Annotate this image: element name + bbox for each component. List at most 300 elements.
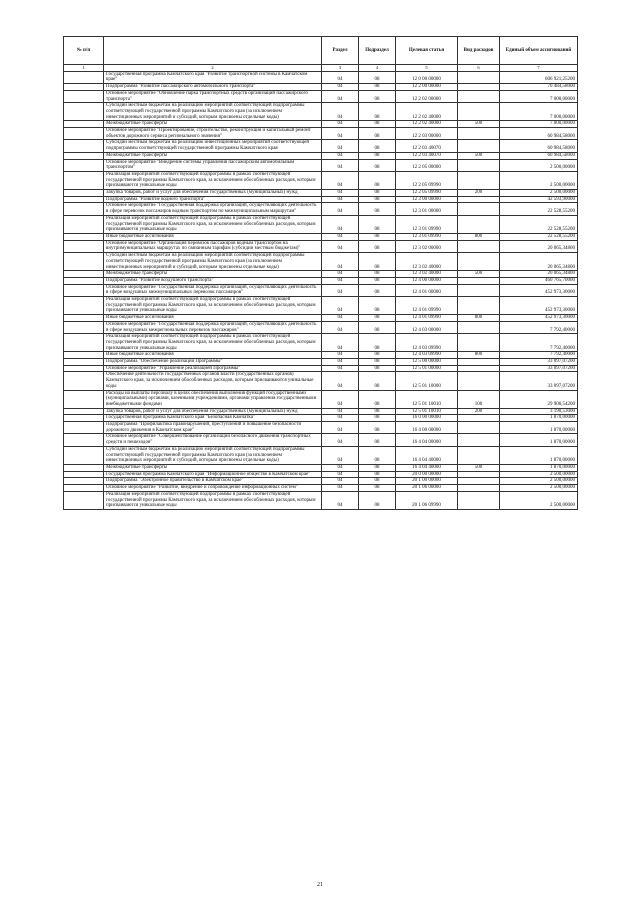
description-cell: Основное мероприятие "Государственная поддержка организаций, осуществляющих деятельность в сфере воздушных межрегиональных перевозок пассажиров" xyxy=(104,321,322,333)
row-index-cell xyxy=(64,485,104,492)
target-article-cell: 12 3 02 40000 xyxy=(396,271,458,278)
expense-type-cell: 800 xyxy=(458,233,500,240)
section-cell: 04 xyxy=(322,121,359,128)
subsection-cell: 08 xyxy=(359,352,396,359)
amount-cell: 1 870,00000 xyxy=(500,434,578,446)
row-index-cell xyxy=(64,277,104,284)
expense-type-cell xyxy=(458,478,500,485)
amount-cell: 2 500,00000 xyxy=(500,171,578,189)
description-cell: Основное мероприятие "Государственная поддержка организаций, осуществляющих деятельность в сфере воздушных межмуниципальных перевозок пассажиров" xyxy=(104,284,322,296)
table-row xyxy=(64,196,578,203)
target-article-cell: 16 0 00 00000 xyxy=(396,415,458,422)
subsection-cell: 08 xyxy=(359,240,396,252)
row-index-cell xyxy=(64,253,104,271)
column-header-target-article: Целевая статья xyxy=(396,37,458,65)
subsection-cell: 08 xyxy=(359,253,396,271)
row-index-cell xyxy=(64,471,104,478)
row-index-cell xyxy=(64,84,104,91)
subsection-cell: 08 xyxy=(359,159,396,171)
column-number: 7 xyxy=(500,65,578,72)
description-cell: Субсидии местным бюджетам на реализацию мероприятий соответствующей подпрограммы соответствующей государственной программы Камчатского края (за исключением инвестиционных мероприятий и субсидий, которым присвоены отдельные коды) xyxy=(104,253,322,271)
description-cell: Подпрограмма "Профилактика правонарушений, преступлений и повышение безопасности дорожного движения в Камчатском крае" xyxy=(104,422,322,434)
section-cell: 04 xyxy=(322,159,359,171)
expense-type-cell xyxy=(458,140,500,152)
subsection-cell: 08 xyxy=(359,359,396,366)
amount-cell: 20 065,34800 xyxy=(500,240,578,252)
row-index-cell xyxy=(64,233,104,240)
subsection-cell: 08 xyxy=(359,390,396,408)
column-number: 4 xyxy=(359,65,396,72)
table-row xyxy=(64,365,578,372)
amount-cell: 452 973,30000 xyxy=(500,297,578,315)
target-article-cell: 12 5 01 10010 xyxy=(396,390,458,408)
row-index-cell xyxy=(64,271,104,278)
row-index-cell xyxy=(64,359,104,366)
table-row xyxy=(64,359,578,366)
amount-cell: 7 000,00000 xyxy=(500,90,578,102)
amount-cell: 2 500,00000 xyxy=(500,491,578,509)
section-cell: 04 xyxy=(322,390,359,408)
subsection-cell: 08 xyxy=(359,103,396,121)
table-row xyxy=(64,485,578,492)
table-row xyxy=(64,140,578,152)
subsection-cell: 08 xyxy=(359,140,396,152)
expense-type-cell xyxy=(458,284,500,296)
table-row xyxy=(64,253,578,271)
table-row xyxy=(64,233,578,240)
target-article-cell: 12 5 01 10000 xyxy=(396,372,458,390)
table-header-row xyxy=(64,37,578,65)
amount-cell: 1 870,00000 xyxy=(500,415,578,422)
target-article-cell: 12 2 00 00000 xyxy=(396,84,458,91)
section-cell: 04 xyxy=(322,128,359,140)
subsection-cell: 08 xyxy=(359,121,396,128)
section-cell: 04 xyxy=(322,434,359,446)
section-cell: 04 xyxy=(322,321,359,333)
expense-type-cell xyxy=(458,277,500,284)
table-row xyxy=(64,215,578,233)
target-article-cell: 20 1 06 00000 xyxy=(396,485,458,492)
subsection-cell: 08 xyxy=(359,485,396,492)
table-row xyxy=(64,315,578,322)
column-header-expense-type: Вид расходов xyxy=(458,37,500,65)
target-article-cell: 12 4 01 09990 xyxy=(396,297,458,315)
subsection-cell: 08 xyxy=(359,171,396,189)
target-article-cell: 20 1 00 00000 xyxy=(396,478,458,485)
description-cell: Подпрограмма "Развитие воздушного транспорта" xyxy=(104,277,322,284)
amount-cell: 2 500,00000 xyxy=(500,471,578,478)
expense-type-cell xyxy=(458,334,500,352)
target-article-cell: 16 4 04 00000 xyxy=(396,434,458,446)
section-cell: 04 xyxy=(322,84,359,91)
column-number: 6 xyxy=(458,65,500,72)
expense-type-cell xyxy=(458,128,500,140)
expense-type-cell xyxy=(458,84,500,91)
description-cell: Иные бюджетные ассигнования xyxy=(104,352,322,359)
amount-cell: 606 921,25200 xyxy=(500,71,578,83)
table-row xyxy=(64,297,578,315)
expense-type-cell: 100 xyxy=(458,390,500,408)
table-row xyxy=(64,478,578,485)
description-cell: Реализация мероприятий соответствующей подпрограммы в рамках соответствующей государственной программы Камчатского края, за исключением обособленных расходов, которым присваиваются уникальные коды xyxy=(104,334,322,352)
subsection-cell: 08 xyxy=(359,321,396,333)
target-article-cell: 12 3 02 40000 xyxy=(396,253,458,271)
table-row xyxy=(64,190,578,197)
section-cell: 04 xyxy=(322,271,359,278)
expense-type-cell xyxy=(458,365,500,372)
row-index-cell xyxy=(64,315,104,322)
section-cell: 04 xyxy=(322,277,359,284)
amount-cell: 1 870,00000 xyxy=(500,422,578,434)
amount-cell: 7 792,40000 xyxy=(500,334,578,352)
amount-cell: 20 065,34800 xyxy=(500,253,578,271)
section-cell: 04 xyxy=(322,90,359,102)
subsection-cell: 08 xyxy=(359,491,396,509)
amount-cell: 60 984,58000 xyxy=(500,152,578,159)
row-index-cell xyxy=(64,196,104,203)
target-article-cell: 12 2 05 00000 xyxy=(396,159,458,171)
target-article-cell: 12 4 01 09990 xyxy=(396,315,458,322)
expense-type-cell: 200 xyxy=(458,190,500,197)
amount-cell: 22 528,55200 xyxy=(500,203,578,215)
subsection-cell: 08 xyxy=(359,471,396,478)
description-cell: Межбюджетные трансферты xyxy=(104,152,322,159)
description-cell: Подпрограмма "Развитие пассажирского автомобильного транспорта" xyxy=(104,84,322,91)
table-row xyxy=(64,284,578,296)
expense-type-cell xyxy=(458,471,500,478)
section-cell: 04 xyxy=(322,408,359,415)
column-header-section: Раздел xyxy=(322,37,359,65)
section-cell: 04 xyxy=(322,103,359,121)
subsection-cell: 08 xyxy=(359,84,396,91)
row-index-cell xyxy=(64,491,104,509)
column-number: 5 xyxy=(396,65,458,72)
description-cell: Закупка товаров, работ и услуг для обеспечения государственных (муниципальных) нужд xyxy=(104,408,322,415)
subsection-cell: 08 xyxy=(359,415,396,422)
expense-type-cell xyxy=(458,240,500,252)
amount-cell: 22 528,55200 xyxy=(500,215,578,233)
subsection-cell: 08 xyxy=(359,315,396,322)
target-article-cell: 12 3 00 00000 xyxy=(396,196,458,203)
description-cell: Основное мероприятие "Внедрение системы управления пассажирским автомобильным транспортом" xyxy=(104,159,322,171)
row-index-cell xyxy=(64,171,104,189)
description-cell: Реализация мероприятий соответствующей подпрограммы в рамках соответствующей государственной программы Камчатского края, за исключением обособленных расходов, которым присваиваются уникальные коды xyxy=(104,215,322,233)
table-row xyxy=(64,415,578,422)
section-cell: 04 xyxy=(322,253,359,271)
target-article-cell: 16 4 04 40000 xyxy=(396,446,458,464)
section-cell: 04 xyxy=(322,152,359,159)
expense-type-cell xyxy=(458,203,500,215)
description-cell: Межбюджетные трансферты xyxy=(104,271,322,278)
table-row xyxy=(64,90,578,102)
subsection-cell: 08 xyxy=(359,128,396,140)
table-row xyxy=(64,334,578,352)
table-row xyxy=(64,171,578,189)
section-cell: 04 xyxy=(322,233,359,240)
target-article-cell: 12 5 01 00000 xyxy=(396,365,458,372)
subsection-cell: 08 xyxy=(359,152,396,159)
amount-cell: 460 765,70000 xyxy=(500,277,578,284)
section-cell: 04 xyxy=(322,297,359,315)
column-header-amount: Единый объем ассигнований xyxy=(500,37,578,65)
subsection-cell: 08 xyxy=(359,408,396,415)
table-row xyxy=(64,422,578,434)
target-article-cell: 12 2 02 40000 xyxy=(396,121,458,128)
description-cell: Субсидии местным бюджетам на реализацию мероприятий соответствующей подпрограммы соответствующей государственной программы Камчатского края (за исключением инвестиционных мероприятий и субсидий, которым присвоены отдельные коды) xyxy=(104,446,322,464)
expense-type-cell xyxy=(458,422,500,434)
row-index-cell xyxy=(64,446,104,464)
amount-cell: 22 528,55200 xyxy=(500,233,578,240)
table-row xyxy=(64,471,578,478)
target-article-cell: 20 1 06 09990 xyxy=(396,491,458,509)
description-cell: Закупка товаров, работ и услуг для обеспечения государственных (муниципальных) нужд xyxy=(104,190,322,197)
section-cell: 04 xyxy=(322,491,359,509)
subsection-cell: 08 xyxy=(359,284,396,296)
subsection-cell: 08 xyxy=(359,478,396,485)
amount-cell: 33 097,07200 xyxy=(500,359,578,366)
target-article-cell: 12 2 03 00000 xyxy=(396,128,458,140)
amount-cell: 7 000,00000 xyxy=(500,103,578,121)
column-number: 2 xyxy=(104,65,322,72)
table-row xyxy=(64,321,578,333)
row-index-cell xyxy=(64,152,104,159)
expense-type-cell: 800 xyxy=(458,352,500,359)
section-cell: 04 xyxy=(322,140,359,152)
description-cell: Государственная программа Камчатского края "Безопасная Камчатка" xyxy=(104,415,322,422)
budget-table xyxy=(63,36,578,510)
description-cell: Межбюджетные трансферты xyxy=(104,465,322,472)
row-index-cell xyxy=(64,240,104,252)
expense-type-cell: 500 xyxy=(458,121,500,128)
description-cell: Межбюджетные трансферты xyxy=(104,121,322,128)
row-index-cell xyxy=(64,71,104,83)
table-row xyxy=(64,152,578,159)
row-index-cell xyxy=(64,478,104,485)
amount-cell: 7 792,40000 xyxy=(500,352,578,359)
expense-type-cell xyxy=(458,71,500,83)
row-index-cell xyxy=(64,422,104,434)
table-body xyxy=(64,71,578,509)
target-article-cell: 12 0 00 00000 xyxy=(396,71,458,83)
target-article-cell: 12 3 01 09990 xyxy=(396,233,458,240)
section-cell: 04 xyxy=(322,71,359,83)
target-article-cell: 12 2 02 00000 xyxy=(396,90,458,102)
subsection-cell: 08 xyxy=(359,434,396,446)
table-row xyxy=(64,446,578,464)
subsection-cell: 08 xyxy=(359,190,396,197)
description-cell: Основное мероприятие "Развитие, внедрение и сопровождение информационных систем" xyxy=(104,485,322,492)
table-row xyxy=(64,352,578,359)
section-cell: 04 xyxy=(322,240,359,252)
amount-cell: 42 593,90000 xyxy=(500,196,578,203)
description-cell: Основное мероприятие "Совершенствование организации безопасного движения транспортных средств и пешеходов" xyxy=(104,434,322,446)
section-cell: 04 xyxy=(322,485,359,492)
target-article-cell: 12 3 01 09990 xyxy=(396,215,458,233)
expense-type-cell xyxy=(458,434,500,446)
amount-cell: 60 984,58000 xyxy=(500,140,578,152)
table-row xyxy=(64,84,578,91)
description-cell: Государственная программа Камчатского края "Развитие транспортной системы в Камчатском крае" xyxy=(104,71,322,83)
row-index-cell xyxy=(64,159,104,171)
expense-type-cell xyxy=(458,215,500,233)
row-index-cell xyxy=(64,190,104,197)
subsection-cell: 08 xyxy=(359,446,396,464)
amount-cell: 7 000,00000 xyxy=(500,121,578,128)
expense-type-cell: 200 xyxy=(458,408,500,415)
column-header-index: № п/п xyxy=(64,37,104,65)
section-cell: 04 xyxy=(322,196,359,203)
expense-type-cell: 800 xyxy=(458,315,500,322)
page-number: 21 xyxy=(317,882,323,888)
row-index-cell xyxy=(64,434,104,446)
table-row xyxy=(64,159,578,171)
target-article-cell: 12 2 05 09990 xyxy=(396,171,458,189)
section-cell: 04 xyxy=(322,203,359,215)
row-index-cell xyxy=(64,128,104,140)
row-index-cell xyxy=(64,284,104,296)
section-cell: 04 xyxy=(322,446,359,464)
row-index-cell xyxy=(64,90,104,102)
description-cell: Основное мероприятие "Обновление парка транспортных средств организаций пассажирского транспорта" xyxy=(104,90,322,102)
table-row xyxy=(64,121,578,128)
subsection-cell: 08 xyxy=(359,422,396,434)
expense-type-cell xyxy=(458,253,500,271)
table-row xyxy=(64,277,578,284)
expense-type-cell xyxy=(458,446,500,464)
description-cell: Реализация мероприятий соответствующей подпрограммы в рамках соответствующей государственной программы Камчатского края, за исключением обособленных расходов, которым присваиваются уникальные коды xyxy=(104,491,322,509)
table-row xyxy=(64,240,578,252)
target-article-cell: 12 2 03 40070 xyxy=(396,152,458,159)
row-index-cell xyxy=(64,103,104,121)
amount-cell: 29 906,54200 xyxy=(500,390,578,408)
description-cell: Субсидии местным бюджетам на реализацию мероприятий соответствующей подпрограммы соответствующей государственной программы Камчатского края (за исключением инвестиционных мероприятий и субсидий, которым присвоены отдельные коды) xyxy=(104,103,322,121)
amount-cell: 452 973,30000 xyxy=(500,284,578,296)
expense-type-cell xyxy=(458,159,500,171)
target-article-cell: 12 2 05 09990 xyxy=(396,190,458,197)
section-cell: 04 xyxy=(322,365,359,372)
subsection-cell: 08 xyxy=(359,233,396,240)
subsection-cell: 08 xyxy=(359,196,396,203)
expense-type-cell xyxy=(458,171,500,189)
description-cell: Основное мероприятие "Управление реализацией Программы" xyxy=(104,365,322,372)
description-cell: Расходы на выплаты персоналу в целях обеспечения выполнения функций государственными (муниципальными) органами, казенными учреждениями, органами управления государственными внебюджетными фондами xyxy=(104,390,322,408)
target-article-cell: 16 4 04 40000 xyxy=(396,465,458,472)
table-row xyxy=(64,103,578,121)
section-cell: 04 xyxy=(322,190,359,197)
section-cell: 04 xyxy=(322,284,359,296)
subsection-cell: 08 xyxy=(359,71,396,83)
section-cell: 04 xyxy=(322,415,359,422)
amount-cell: 3 190,53000 xyxy=(500,408,578,415)
amount-cell: 2 500,00000 xyxy=(500,478,578,485)
target-article-cell: 12 4 03 00000 xyxy=(396,321,458,333)
expense-type-cell xyxy=(458,321,500,333)
description-cell: Подпрограмма "Электронное правительство в Камчатском крае" xyxy=(104,478,322,485)
section-cell: 04 xyxy=(322,478,359,485)
expense-type-cell: 500 xyxy=(458,465,500,472)
description-cell: Субсидии местным бюджетам на реализацию инвестиционных мероприятий соответствующей подпрограммы соответствующей государственной программы Камчатского края xyxy=(104,140,322,152)
target-article-cell: 12 5 01 10010 xyxy=(396,408,458,415)
description-cell: Обеспечение деятельности государственных органов власти (государственных органов) Камчатского края, за исключением обособленных расходов, которым присваиваются уникальные коды xyxy=(104,372,322,390)
subsection-cell: 08 xyxy=(359,372,396,390)
table-row xyxy=(64,465,578,472)
amount-cell: 2 500,00000 xyxy=(500,485,578,492)
subsection-cell: 08 xyxy=(359,215,396,233)
row-index-cell xyxy=(64,415,104,422)
table-row xyxy=(64,390,578,408)
expense-type-cell xyxy=(458,297,500,315)
description-cell: Основное мероприятие "Проектирование, строительство, реконструкция и капитальный ремонт объектов дорожного сервиса регионального значения" xyxy=(104,128,322,140)
section-cell: 04 xyxy=(322,215,359,233)
description-cell: Иные бюджетные ассигнования xyxy=(104,233,322,240)
amount-cell: 33 097,07200 xyxy=(500,372,578,390)
row-index-cell xyxy=(64,465,104,472)
expense-type-cell xyxy=(458,103,500,121)
expense-type-cell xyxy=(458,359,500,366)
section-cell: 04 xyxy=(322,334,359,352)
target-article-cell: 12 5 00 00000 xyxy=(396,359,458,366)
description-cell: Подпрограмма "Обеспечение реализации Программы" xyxy=(104,359,322,366)
budget-sheet xyxy=(63,36,577,510)
column-header-subsection: Подраздел xyxy=(359,37,396,65)
target-article-cell: 12 3 02 00000 xyxy=(396,240,458,252)
subsection-cell: 08 xyxy=(359,277,396,284)
amount-cell: 33 097,07200 xyxy=(500,365,578,372)
column-number-row xyxy=(64,65,578,72)
description-cell: Основное мероприятие "Организация перевозок пассажиров водным транспортом на внутримуниципальных маршрутах по связанным тарифам (субсидии местным бюджетам)" xyxy=(104,240,322,252)
target-article-cell: 20 0 00 00000 xyxy=(396,471,458,478)
expense-type-cell xyxy=(458,196,500,203)
amount-cell: 452 973,30000 xyxy=(500,315,578,322)
section-cell: 04 xyxy=(322,465,359,472)
section-cell: 04 xyxy=(322,422,359,434)
row-index-cell xyxy=(64,215,104,233)
expense-type-cell xyxy=(458,485,500,492)
section-cell: 04 xyxy=(322,171,359,189)
table-row xyxy=(64,372,578,390)
row-index-cell xyxy=(64,203,104,215)
amount-cell: 7 792,40000 xyxy=(500,321,578,333)
subsection-cell: 08 xyxy=(359,271,396,278)
row-index-cell xyxy=(64,352,104,359)
target-article-cell: 12 2 03 40070 xyxy=(396,140,458,152)
target-article-cell: 12 4 01 00000 xyxy=(396,284,458,296)
column-number: 3 xyxy=(322,65,359,72)
subsection-cell: 08 xyxy=(359,465,396,472)
amount-cell: 20 065,34800 xyxy=(500,271,578,278)
table-row xyxy=(64,271,578,278)
subsection-cell: 08 xyxy=(359,90,396,102)
row-index-cell xyxy=(64,390,104,408)
table-row xyxy=(64,491,578,509)
amount-cell: 60 984,58000 xyxy=(500,128,578,140)
description-cell: Реализация мероприятий соответствующей подпрограммы в рамках соответствующей государственной программы Камчатского края, за исключением обособленных расходов, которым присваиваются уникальные коды xyxy=(104,171,322,189)
subsection-cell: 08 xyxy=(359,334,396,352)
amount-cell: 1 870,00000 xyxy=(500,446,578,464)
description-cell: Государственная программа Камчатского края "Информационное общество в Камчатском крае" xyxy=(104,471,322,478)
section-cell: 04 xyxy=(322,471,359,478)
section-cell: 04 xyxy=(322,372,359,390)
row-index-cell xyxy=(64,334,104,352)
target-article-cell: 12 3 01 00000 xyxy=(396,203,458,215)
subsection-cell: 08 xyxy=(359,297,396,315)
expense-type-cell: 500 xyxy=(458,152,500,159)
row-index-cell xyxy=(64,408,104,415)
column-number: 1 xyxy=(64,65,104,72)
amount-cell: 2 500,00000 xyxy=(500,190,578,197)
section-cell: 04 xyxy=(322,315,359,322)
table-row xyxy=(64,408,578,415)
